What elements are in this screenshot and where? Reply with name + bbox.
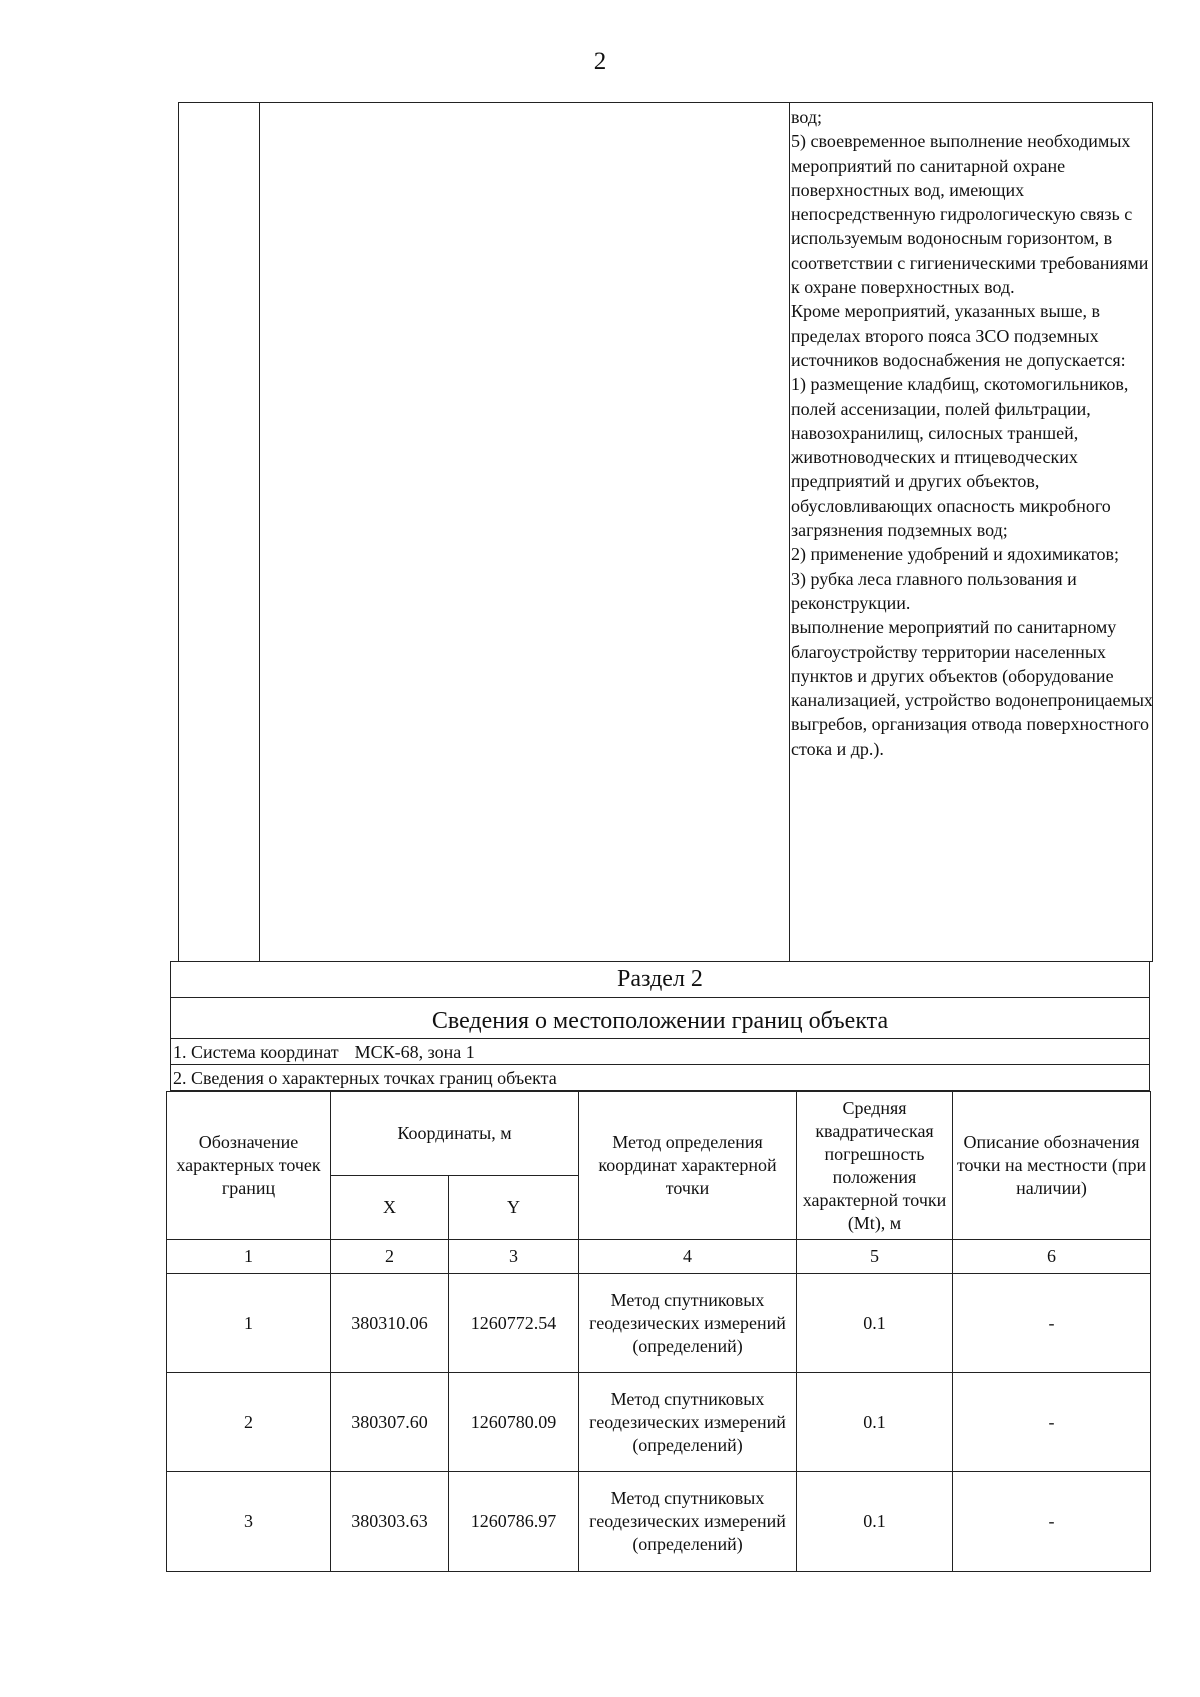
cell-y: 1260786.97 — [449, 1472, 579, 1572]
section-subtitle: Сведения о местоположении границ объекта — [171, 998, 1149, 1039]
coord-system-line — [171, 1039, 1149, 1065]
cell-accuracy: 0.1 — [797, 1472, 953, 1572]
col-number: 5 — [797, 1240, 953, 1274]
cell-point: 1 — [167, 1274, 331, 1373]
cell-description: - — [953, 1472, 1151, 1572]
cell-point: 2 — [167, 1373, 331, 1472]
col-number: 6 — [953, 1240, 1151, 1274]
coord-system-value: МСК-68, зона 1 — [354, 1042, 475, 1062]
cell-accuracy: 0.1 — [797, 1373, 953, 1472]
points-info-line: 2. Сведения о характерных точках границ объекта — [173, 1068, 557, 1088]
zso-measures-text: вод; 5) своевременное выполнение необходимых мероприятий по санитарной охране поверхностных вод, имеющих непосредственную гидрологическую связь с используемым водоносным горизонтом, в соответствии с гигиеническими требованиями к охране поверхностных вод. Кроме мероприятий, указанных выше, в пределах второго пояса ЗСО подземных источников водоснабжения не допускается: 1) размещение кладбищ, скотомогильников, полей ассенизации, полей фильтрации, навозохранилищ, силосных траншей, животноводческих и птицеводческих предприятий и других объектов, обусловливающих опасность микробного загрязнения подземных вод; 2) применение удобрений и ядохимикатов; 3) рубка леса главного пользования и реконструкции. выполнение мероприятий по санитарному благоустройству территории населенных пунктов и других объектов (оборудование канализацией, устройство водонепроницаемых выгребов, организация отвода поверхностного стока и др.). — [791, 107, 1153, 759]
cell-description: - — [953, 1274, 1151, 1373]
column-divider — [259, 103, 260, 961]
col-number: 3 — [449, 1240, 579, 1274]
page-number: 2 — [593, 48, 607, 75]
header-y: Y — [449, 1176, 579, 1240]
cell-method: Метод спутниковых геодезических измерений (определений) — [579, 1373, 797, 1472]
col-number: 4 — [579, 1240, 797, 1274]
cell-x: 380307.60 — [331, 1373, 449, 1472]
coord-system-label: 1. Система координат — [173, 1042, 339, 1062]
cell-y: 1260772.54 — [449, 1274, 579, 1373]
upper-table-continuation — [178, 102, 1153, 962]
cell-method: Метод спутниковых геодезических измерений (определений) — [579, 1472, 797, 1572]
table-row — [167, 1373, 1151, 1472]
table-row — [167, 1274, 1151, 1373]
header-accuracy: Средняя квадратическая погрешность положения характерной точки (Mt), м — [797, 1092, 953, 1240]
cell-description: - — [953, 1373, 1151, 1472]
cell-x: 380310.06 — [331, 1274, 449, 1373]
section-2-header — [170, 961, 1150, 1091]
col-number: 2 — [331, 1240, 449, 1274]
cell-x: 380303.63 — [331, 1472, 449, 1572]
header-description: Описание обозначения точки на местности (при наличии) — [953, 1092, 1151, 1240]
cell-accuracy: 0.1 — [797, 1274, 953, 1373]
header-x: X — [331, 1176, 449, 1240]
header-coords: Координаты, м — [331, 1092, 579, 1176]
cell-y: 1260780.09 — [449, 1373, 579, 1472]
table-row — [167, 1472, 1151, 1572]
cell-point: 3 — [167, 1472, 331, 1572]
cell-method: Метод спутниковых геодезических измерений (определений) — [579, 1274, 797, 1373]
header-method: Метод определения координат характерной точки — [579, 1092, 797, 1240]
header-point: Обозначение характерных точек границ — [167, 1092, 331, 1240]
section-title: Раздел 2 — [171, 962, 1149, 998]
column-divider — [789, 103, 790, 961]
boundary-points-table — [166, 1091, 1151, 1572]
col-number: 1 — [167, 1240, 331, 1274]
